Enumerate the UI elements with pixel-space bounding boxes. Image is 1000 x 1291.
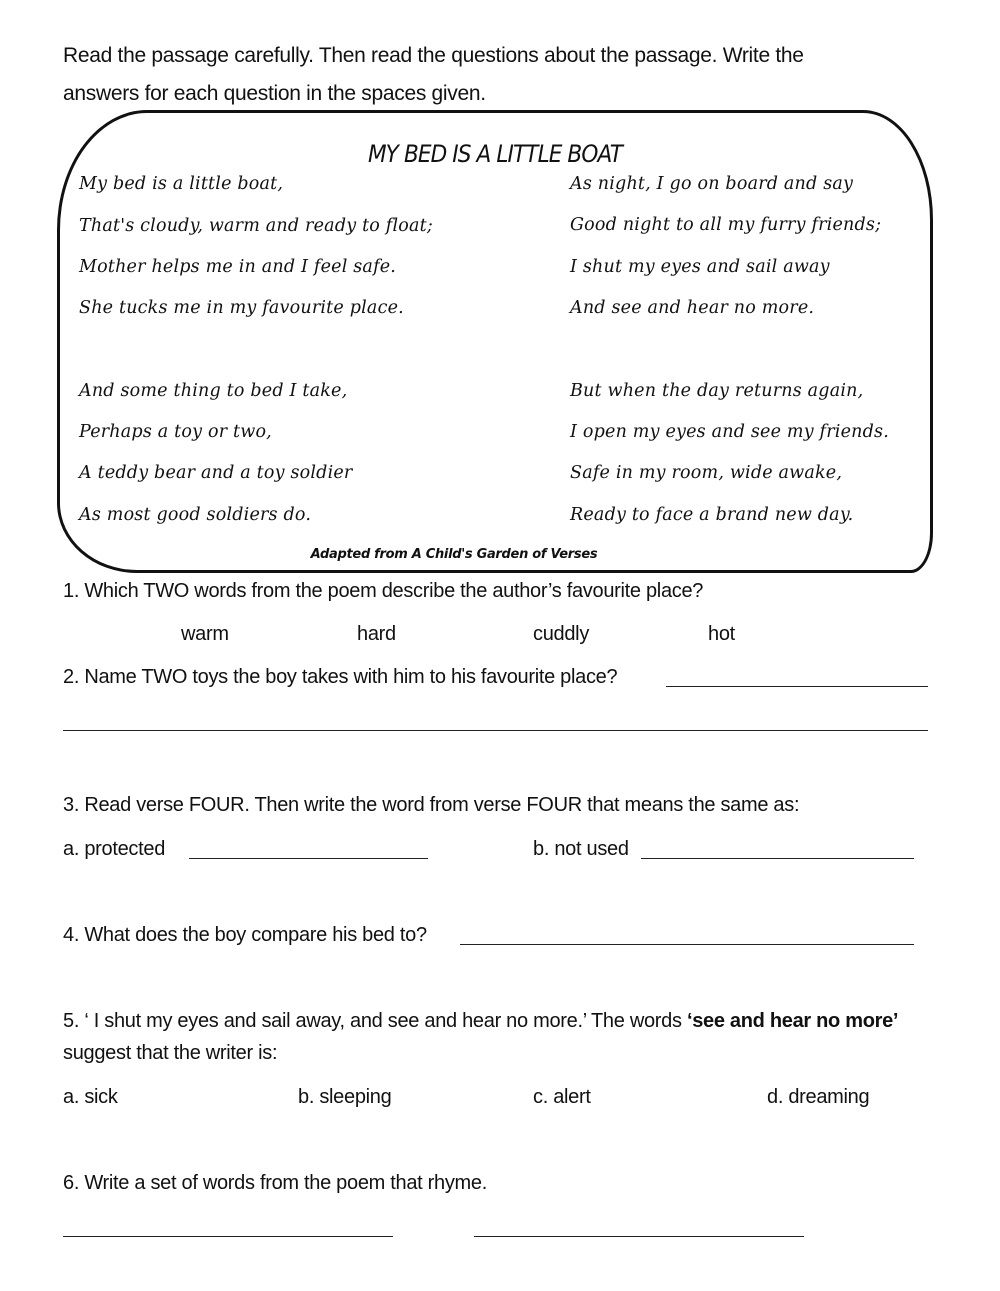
poem-line: Safe in my room, wide awake, bbox=[570, 463, 843, 483]
q2-answer-line-1[interactable] bbox=[666, 686, 928, 687]
q3-part-b-label: b. not used bbox=[533, 838, 629, 860]
poem-title: MY BED IS A LITTLE BOAT bbox=[367, 140, 623, 168]
q3-part-a-label: a. protected bbox=[63, 838, 166, 860]
question-5-line-2: suggest that the writer is: bbox=[63, 1042, 278, 1064]
q5-option-d[interactable]: d. dreaming bbox=[767, 1086, 870, 1108]
q3-part-a-answer-line[interactable] bbox=[189, 858, 428, 859]
question-5 bbox=[63, 1010, 898, 1033]
q3-part-b-answer-line[interactable] bbox=[641, 858, 914, 859]
q5-bold-quote: ‘see and hear no more’ bbox=[686, 1010, 899, 1032]
poem-line: A teddy bear and a toy soldier bbox=[79, 463, 353, 483]
poem-line: Mother helps me in and I feel safe. bbox=[79, 257, 397, 277]
poem-line: As night, I go on board and say bbox=[570, 174, 854, 194]
q1-option-warm[interactable]: warm bbox=[181, 623, 229, 645]
q4-answer-line[interactable] bbox=[460, 944, 914, 945]
instructions-line-1: Read the passage carefully. Then read the questions about the passage. Write the bbox=[63, 44, 804, 67]
poem-line: But when the day returns again, bbox=[570, 381, 864, 401]
q5-option-c[interactable]: c. alert bbox=[533, 1086, 591, 1108]
poem-line: Good night to all my furry friends; bbox=[570, 215, 882, 235]
poem-line: Perhaps a toy or two, bbox=[79, 422, 272, 442]
q2-answer-line-2[interactable] bbox=[63, 730, 928, 731]
question-6: 6. Write a set of words from the poem that rhyme. bbox=[63, 1172, 487, 1194]
poem-line: She tucks me in my favourite place. bbox=[79, 298, 404, 318]
poem-line: I shut my eyes and sail away bbox=[570, 257, 830, 277]
instructions-line-2: answers for each question in the spaces given. bbox=[63, 82, 486, 105]
q1-option-hot[interactable]: hot bbox=[708, 623, 735, 645]
q1-option-hard[interactable]: hard bbox=[357, 623, 396, 645]
poem-line: My bed is a little boat, bbox=[79, 174, 284, 194]
question-2: 2. Name TWO toys the boy takes with him to his favourite place? bbox=[63, 666, 618, 688]
poem-line: And see and hear no more. bbox=[570, 298, 815, 318]
q5-text: 5. ‘ I shut my eyes and sail away, and see and hear no more.’ The words bbox=[63, 1010, 687, 1032]
poem-line: That's cloudy, warm and ready to float; bbox=[79, 216, 433, 236]
q5-option-a[interactable]: a. sick bbox=[63, 1086, 118, 1108]
question-1: 1. Which TWO words from the poem describe the author’s favourite place? bbox=[63, 580, 704, 602]
poem-line: As most good soldiers do. bbox=[79, 505, 312, 525]
poem-line: Ready to face a brand new day. bbox=[570, 505, 854, 525]
question-4: 4. What does the boy compare his bed to? bbox=[63, 924, 427, 946]
poem-line: I open my eyes and see my friends. bbox=[570, 422, 889, 442]
q6-answer-line-2[interactable] bbox=[474, 1236, 804, 1237]
question-3: 3. Read verse FOUR. Then write the word from verse FOUR that means the same as: bbox=[63, 794, 800, 816]
q6-answer-line-1[interactable] bbox=[63, 1236, 393, 1237]
q1-option-cuddly[interactable]: cuddly bbox=[533, 623, 590, 645]
q5-option-b[interactable]: b. sleeping bbox=[298, 1086, 392, 1108]
poem-credit: Adapted from A Child's Garden of Verses bbox=[310, 547, 598, 562]
poem-line: And some thing to bed I take, bbox=[79, 381, 348, 401]
